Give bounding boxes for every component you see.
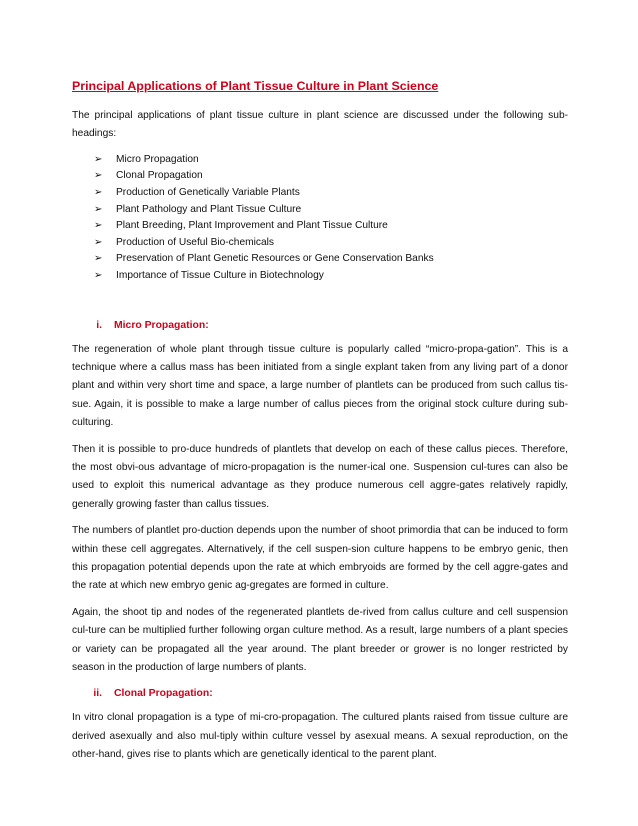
section-heading-micro-propagation [72,317,568,335]
list-item [94,218,568,235]
document-title: Principal Applications of Plant Tissue Culture in Plant Science [72,79,439,93]
arrow-bullet-icon: ➢ [94,170,103,182]
list-item-label: Importance of Tissue Culture in Biotechnology [116,269,324,281]
section-paragraph: Then it is possible to pro-duce hundreds of plantlets that develop on each of these callus pieces. Therefore, the most obvi-ous advantage of micro-propagation is the numer-ical one. Suspension cul-tures can also be used to exploit this numerical advantage as they produce numerous cell aggre-gates relatively rapidly, generally growing faster than callus tissues. [72,443,568,510]
list-item [94,202,568,219]
list-item-label: Preservation of Plant Genetic Resources or Gene Conservation Banks [116,253,434,265]
arrow-bullet-icon: ➢ [94,187,103,198]
arrow-bullet-icon: ➢ [94,220,103,232]
list-item [94,185,568,202]
list-item [94,152,568,169]
arrow-bullet-icon: ➢ [94,236,103,248]
list-item-label: Clonal Propagation [116,170,203,182]
section-title: Clonal Propagation: [114,688,213,700]
list-item [94,251,568,268]
list-item [94,268,568,285]
intro-paragraph: The principal applications of plant tissue culture in plant science are discussed under the following sub-headings: [72,110,568,140]
list-item-label: Micro Propagation [116,153,199,165]
section-number: ii. [93,688,102,700]
list-item [94,235,568,252]
arrow-bullet-icon: ➢ [94,269,103,281]
list-item-label: Production of Useful Bio-chemicals [116,236,274,248]
list-item-label: Plant Pathology and Plant Tissue Culture [116,203,302,215]
list-item [94,168,568,185]
document-page [72,78,568,773]
arrow-bullet-icon: ➢ [94,253,103,265]
list-item-label: Production of Genetically Variable Plants [116,187,300,198]
arrow-bullet-icon: ➢ [94,203,103,215]
subheadings-list [72,152,568,285]
section-paragraph: The regeneration of whole plant through tissue culture is popularly called “micro-propa-gation”. This is a technique where a callus mass has been initiated from a single explant taken from any living part of a donor plant and within very short time and space, a large number of plantlets can be produced from such callus tis-sue. Again, it is possible to make a large number of callus pieces from the original stock culture during sub-culturing. [72,343,568,429]
section-paragraph: The numbers of plantlet pro-duction depends upon the number of shoot primordia that can be induced to form within these cell aggregates. Alternatively, if the cell suspen-sion culture happens to be embryo genic, then this propagation potential depends upon the rate at which embryoids are formed by the cell aggre-gates and the rate at which new embryo genic ag-gregates are formed in culture. [72,525,568,592]
section-number: i. [96,319,102,331]
section-paragraph: Again, the shoot tip and nodes of the regenerated plantlets de-rived from callus culture and cell suspension cul-ture can be multiplied further following organ culture method. As a result, large numbers of a plant species or variety can be propagated all the year around. The plant breeder or grower is no longer restricted by season in the production of large numbers of plants. [72,606,568,674]
arrow-bullet-icon: ➢ [94,153,103,165]
list-item-label: Plant Breeding, Plant Improvement and Plant Tissue Culture [116,220,388,232]
section-title: Micro Propagation: [114,319,209,331]
section-heading-clonal-propagation [72,685,568,703]
section-paragraph: In vitro clonal propagation is a type of mi-cro-propagation. The cultured plants raised from tissue culture are derived asexually and also mul-tiply within culture vessel by asexual means. A sexual reproduction, on the other-hand, gives rise to plants which are genetically identical to the parent plant. [72,712,568,761]
